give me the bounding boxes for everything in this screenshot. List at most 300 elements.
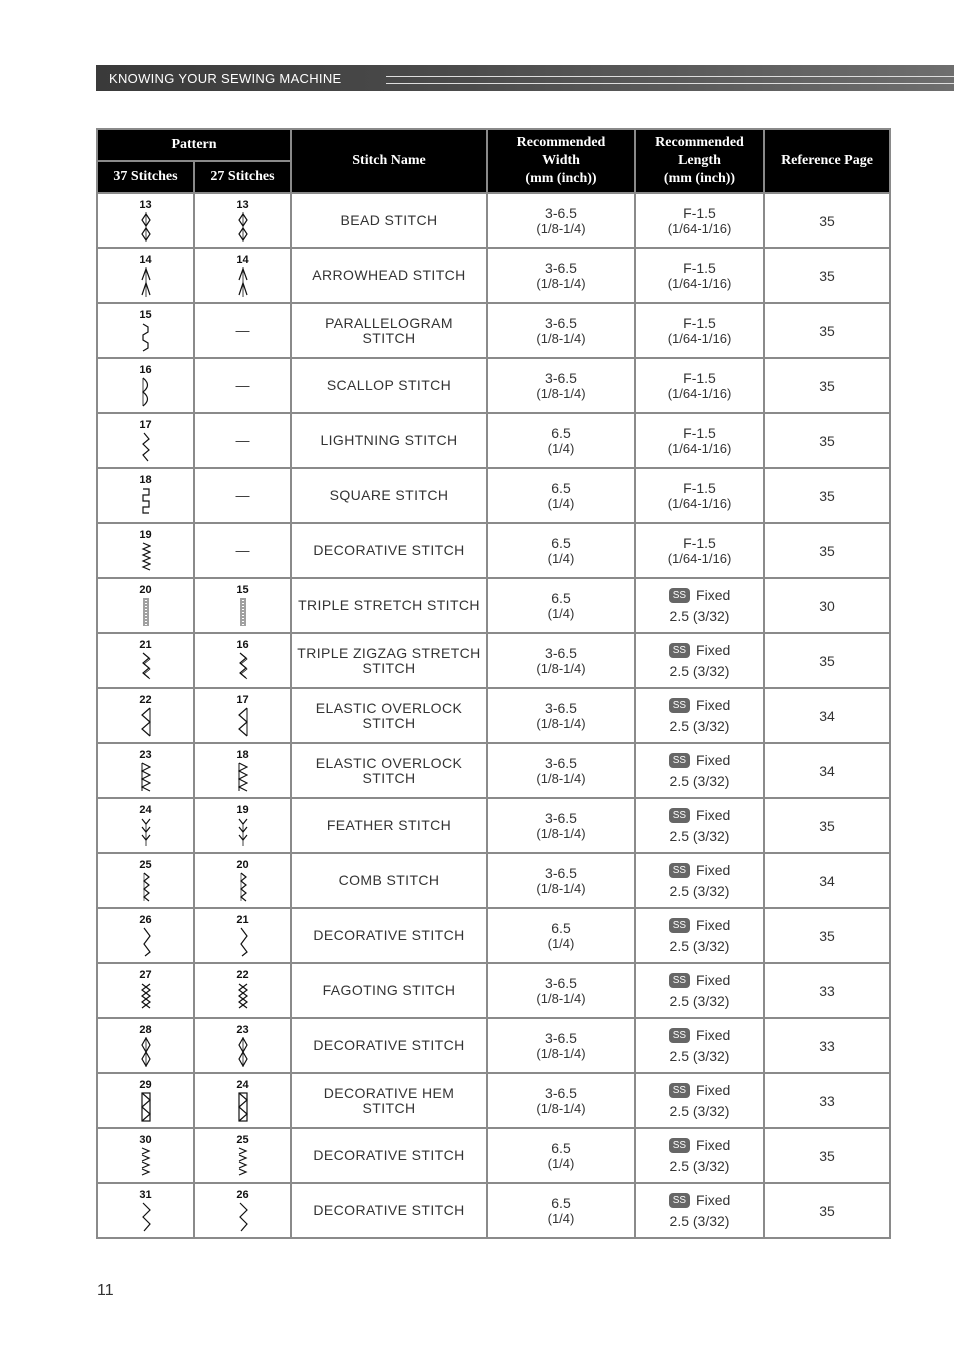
stitch-name-line1: BEAD STITCH [340, 212, 438, 228]
width-inch: (1/8-1/4) [536, 825, 586, 841]
bead-stitch-icon [98, 212, 193, 242]
arrowhead-stitch-icon [98, 267, 193, 297]
decorative-stitch-wave-icon [98, 1202, 193, 1232]
width-value: 3-6.5 [545, 204, 577, 221]
length-cell [635, 578, 764, 633]
pattern-27-cell [194, 523, 291, 578]
width-cell [487, 963, 635, 1018]
length-fixed-label: Fixed [696, 641, 731, 658]
reference-page-cell: 35 [764, 303, 890, 358]
length-inch: (1/64-1/16) [667, 440, 732, 456]
pattern-37-cell [97, 523, 194, 578]
length-fixed-label: Fixed [696, 1081, 731, 1098]
header-37-stitches: 37 Stitches [97, 161, 194, 193]
width-cell [487, 853, 635, 908]
not-available-dash: — [235, 321, 250, 338]
fagoting-stitch-icon [195, 982, 290, 1012]
table-row [97, 1073, 890, 1128]
table-row [97, 248, 890, 303]
ss-badge: SS [669, 808, 690, 823]
pattern-number-27: 21 [236, 914, 249, 926]
decorative-stitch-diamond-icon [98, 1037, 193, 1067]
width-cell [487, 248, 635, 303]
feather-stitch-icon [98, 817, 193, 847]
length-cell [635, 468, 764, 523]
header-27-stitches: 27 Stitches [194, 161, 291, 193]
pattern-number-37: 30 [139, 1134, 152, 1146]
pattern-37-cell [97, 413, 194, 468]
pattern-number-37: 27 [139, 969, 152, 981]
width-value: 6.5 [551, 919, 571, 936]
length-cell [635, 633, 764, 688]
page-number: 11 [97, 1282, 114, 1299]
pattern-37-cell [97, 688, 194, 743]
stitch-name-cell [291, 1073, 487, 1128]
stitch-name-line1: DECORATIVE STITCH [313, 1037, 465, 1053]
width-cell [487, 413, 635, 468]
reference-page-cell: 33 [764, 1018, 890, 1073]
pattern-number-27: 22 [236, 969, 249, 981]
width-value: 3-6.5 [545, 809, 577, 826]
width-value: 3-6.5 [545, 974, 577, 991]
pattern-number-37: 16 [139, 364, 152, 376]
pattern-27-cell [194, 633, 291, 688]
pattern-number-37: 18 [139, 474, 152, 486]
square-stitch-icon [98, 487, 193, 517]
length-fixed-label: Fixed [696, 586, 731, 603]
width-cell [487, 468, 635, 523]
length-value: F-1.5 [683, 314, 716, 331]
stitch-name-line1: PARALLELOGRAM [325, 314, 453, 331]
pattern-number-37: 21 [139, 639, 152, 651]
pattern-number-37: 14 [139, 254, 152, 266]
stitch-settings-table [96, 128, 891, 1239]
stitch-name-cell [291, 1018, 487, 1073]
reference-page-cell: 35 [764, 798, 890, 853]
decorative-stitch-icon [98, 542, 193, 572]
header-length-line2: Length [678, 153, 721, 168]
header-decorative-lines [386, 76, 954, 84]
pattern-27-cell [194, 1073, 291, 1128]
reference-page-cell: 34 [764, 743, 890, 798]
pattern-37-cell [97, 468, 194, 523]
table-row [97, 468, 890, 523]
stitch-name-line1: TRIPLE ZIGZAG STRETCH [297, 644, 481, 661]
stitch-name-line2: STITCH [362, 329, 416, 346]
length-fixed-label: Fixed [696, 806, 731, 823]
length-fixed-label: Fixed [696, 861, 731, 878]
width-cell [487, 798, 635, 853]
width-inch: (1/8-1/4) [536, 990, 586, 1006]
stitch-name-cell [291, 248, 487, 303]
width-value: 3-6.5 [545, 754, 577, 771]
width-value: 6.5 [551, 1194, 571, 1211]
pattern-37-cell [97, 1128, 194, 1183]
length-value: 2.5 (3/32) [669, 992, 730, 1009]
width-inch: (1/8-1/4) [536, 770, 586, 786]
length-fixed-label: Fixed [696, 1026, 731, 1043]
pattern-37-cell [97, 798, 194, 853]
stitch-name-cell [291, 578, 487, 633]
pattern-number-27: 14 [236, 254, 249, 266]
width-inch: (1/8-1/4) [536, 330, 586, 346]
ss-badge: SS [669, 1138, 690, 1153]
width-value: 6.5 [551, 589, 571, 606]
stitch-name-cell [291, 468, 487, 523]
pattern-number-27: 20 [236, 859, 249, 871]
stitch-name-line1: ELASTIC OVERLOCK [315, 754, 463, 771]
width-value: 3-6.5 [545, 259, 577, 276]
width-inch: (1/8-1/4) [536, 715, 586, 731]
width-cell [487, 743, 635, 798]
section-header-bar [96, 65, 954, 91]
stitch-name-cell [291, 743, 487, 798]
table-row [97, 1128, 890, 1183]
table-row [97, 1018, 890, 1073]
pattern-37-cell [97, 1183, 194, 1238]
pattern-27-cell [194, 1018, 291, 1073]
stitch-name-cell [291, 963, 487, 1018]
header-length-line3: (mm (inch)) [663, 171, 736, 186]
length-cell [635, 358, 764, 413]
stitch-name-line1: ARROWHEAD STITCH [312, 267, 466, 283]
length-inch: (1/64-1/16) [667, 275, 732, 291]
length-inch: (1/64-1/16) [667, 550, 732, 566]
width-inch: (1/8-1/4) [536, 220, 586, 236]
table-row [97, 688, 890, 743]
stitch-name-cell [291, 413, 487, 468]
length-cell [635, 1018, 764, 1073]
table-row [97, 963, 890, 1018]
length-cell [635, 193, 764, 248]
width-cell [487, 1183, 635, 1238]
width-inch: (1/4) [547, 440, 575, 456]
ss-badge: SS [669, 698, 690, 713]
pattern-37-cell [97, 303, 194, 358]
length-value: 2.5 (3/32) [669, 882, 730, 899]
pattern-number-27: 19 [236, 804, 249, 816]
stitch-name-cell [291, 303, 487, 358]
length-cell [635, 248, 764, 303]
width-cell [487, 578, 635, 633]
pattern-number-27: 17 [236, 694, 249, 706]
table-row [97, 633, 890, 688]
width-cell [487, 523, 635, 578]
pattern-number-37: 19 [139, 529, 152, 541]
stitch-name-line1: FAGOTING STITCH [322, 982, 456, 998]
width-inch: (1/4) [547, 1155, 575, 1171]
pattern-27-cell [194, 413, 291, 468]
ss-badge: SS [669, 863, 690, 878]
width-cell [487, 1128, 635, 1183]
length-cell [635, 1183, 764, 1238]
elastic-overlock-stitch-icon [98, 707, 193, 737]
decorative-stitch-zigzag-icon [98, 927, 193, 957]
width-value: 3-6.5 [545, 1029, 577, 1046]
width-inch: (1/4) [547, 495, 575, 511]
section-title: KNOWING YOUR SEWING MACHINE [109, 71, 342, 86]
not-available-dash: — [235, 486, 250, 503]
reference-page-cell: 35 [764, 1128, 890, 1183]
pattern-37-cell [97, 358, 194, 413]
length-fixed-label: Fixed [696, 971, 731, 988]
length-fixed-label: Fixed [696, 916, 731, 933]
stitch-name-cell [291, 358, 487, 413]
stitch-name-line1: TRIPLE STRETCH STITCH [298, 597, 480, 613]
pattern-number-37: 20 [139, 584, 152, 596]
length-value: F-1.5 [683, 369, 716, 386]
header-width-line2: Width [542, 153, 580, 168]
parallelogram-stitch-icon [98, 322, 193, 352]
ss-badge: SS [669, 973, 690, 988]
lightning-stitch-icon [98, 432, 193, 462]
comb-stitch-icon [195, 872, 290, 902]
pattern-number-37: 29 [139, 1079, 152, 1091]
width-value: 6.5 [551, 479, 571, 496]
width-cell [487, 1018, 635, 1073]
pattern-27-cell [194, 853, 291, 908]
header-pattern: Pattern [97, 129, 291, 161]
pattern-number-37: 28 [139, 1024, 152, 1036]
pattern-37-cell [97, 853, 194, 908]
length-value: 2.5 (3/32) [669, 717, 730, 734]
reference-page-cell: 35 [764, 468, 890, 523]
pattern-27-cell [194, 798, 291, 853]
length-value: F-1.5 [683, 424, 716, 441]
length-value: 2.5 (3/32) [669, 1102, 730, 1119]
triple-zigzag-stretch-stitch-icon [195, 652, 290, 682]
ss-badge: SS [669, 753, 690, 768]
width-cell [487, 358, 635, 413]
pattern-37-cell [97, 633, 194, 688]
not-available-dash: — [235, 376, 250, 393]
stitch-name-line1: ELASTIC OVERLOCK [315, 699, 463, 716]
length-cell [635, 743, 764, 798]
pattern-27-cell [194, 248, 291, 303]
stitch-name-line1: DECORATIVE STITCH [313, 1147, 465, 1163]
length-value: F-1.5 [683, 534, 716, 551]
width-cell [487, 303, 635, 358]
pattern-27-cell [194, 908, 291, 963]
length-cell [635, 798, 764, 853]
length-value: F-1.5 [683, 259, 716, 276]
decorative-stitch-chevron-icon [98, 1147, 193, 1177]
pattern-37-cell [97, 963, 194, 1018]
pattern-number-37: 13 [139, 199, 152, 211]
length-fixed-label: Fixed [696, 1136, 731, 1153]
reference-page-cell: 35 [764, 908, 890, 963]
ss-badge: SS [669, 1083, 690, 1098]
pattern-number-37: 26 [139, 914, 152, 926]
table-row [97, 853, 890, 908]
pattern-number-37: 15 [139, 309, 152, 321]
comb-stitch-icon [98, 872, 193, 902]
length-cell [635, 963, 764, 1018]
pattern-37-cell [97, 578, 194, 633]
width-inch: (1/8-1/4) [536, 385, 586, 401]
ss-badge: SS [669, 918, 690, 933]
table-row [97, 523, 890, 578]
table-row [97, 578, 890, 633]
stitch-name-cell [291, 633, 487, 688]
width-inch: (1/8-1/4) [536, 1045, 586, 1061]
pattern-27-cell [194, 358, 291, 413]
reference-page-cell: 30 [764, 578, 890, 633]
table-row [97, 743, 890, 798]
elastic-overlock-stitch-2-icon [195, 762, 290, 792]
length-value: F-1.5 [683, 204, 716, 221]
width-inch: (1/8-1/4) [536, 880, 586, 896]
stitch-name-line1: DECORATIVE STITCH [313, 927, 465, 943]
length-value: F-1.5 [683, 479, 716, 496]
ss-badge: SS [669, 643, 690, 658]
width-inch: (1/4) [547, 550, 575, 566]
width-inch: (1/4) [547, 1210, 575, 1226]
length-cell [635, 523, 764, 578]
reference-page-cell: 35 [764, 1183, 890, 1238]
stitch-name-line1: DECORATIVE HEM [323, 1084, 455, 1101]
table-row [97, 358, 890, 413]
reference-page-cell: 34 [764, 688, 890, 743]
pattern-37-cell [97, 1018, 194, 1073]
reference-page-cell: 35 [764, 358, 890, 413]
reference-page-cell: 35 [764, 523, 890, 578]
pattern-number-27: 24 [236, 1079, 249, 1091]
pattern-number-27: 13 [236, 199, 249, 211]
stitch-name-cell [291, 853, 487, 908]
pattern-number-27: 18 [236, 749, 249, 761]
triple-stretch-stitch-icon [195, 597, 290, 627]
decorative-stitch-diamond-icon [195, 1037, 290, 1067]
pattern-number-37: 17 [139, 419, 152, 431]
not-available-dash: — [235, 431, 250, 448]
length-value: 2.5 (3/32) [669, 937, 730, 954]
stitch-name-cell [291, 908, 487, 963]
header-width [487, 129, 635, 193]
width-value: 3-6.5 [545, 1084, 577, 1101]
length-value: 2.5 (3/32) [669, 1212, 730, 1229]
pattern-27-cell [194, 303, 291, 358]
reference-page-cell: 34 [764, 853, 890, 908]
stitch-name-cell [291, 523, 487, 578]
header-stitch-name: Stitch Name [291, 129, 487, 193]
width-cell [487, 633, 635, 688]
table-row [97, 908, 890, 963]
triple-stretch-stitch-icon [98, 597, 193, 627]
stitch-name-line1: DECORATIVE STITCH [313, 542, 465, 558]
stitch-name-line1: DECORATIVE STITCH [313, 1202, 465, 1218]
pattern-27-cell [194, 963, 291, 1018]
length-cell [635, 908, 764, 963]
reference-page-cell: 35 [764, 413, 890, 468]
header-reference-page: Reference Page [764, 129, 890, 193]
table-row [97, 413, 890, 468]
length-cell [635, 1128, 764, 1183]
pattern-number-27: 25 [236, 1134, 249, 1146]
pattern-number-37: 24 [139, 804, 152, 816]
length-cell [635, 303, 764, 358]
length-inch: (1/64-1/16) [667, 385, 732, 401]
length-inch: (1/64-1/16) [667, 330, 732, 346]
width-cell [487, 193, 635, 248]
pattern-number-27: 15 [236, 584, 249, 596]
elastic-overlock-stitch-2-icon [98, 762, 193, 792]
reference-page-cell: 35 [764, 193, 890, 248]
decorative-stitch-chevron-icon [195, 1147, 290, 1177]
bead-stitch-icon [195, 212, 290, 242]
width-value: 3-6.5 [545, 314, 577, 331]
reference-page-cell: 33 [764, 1073, 890, 1128]
width-inch: (1/8-1/4) [536, 275, 586, 291]
triple-zigzag-stretch-stitch-icon [98, 652, 193, 682]
length-value: 2.5 (3/32) [669, 1047, 730, 1064]
feather-stitch-icon [195, 817, 290, 847]
stitch-name-cell [291, 1183, 487, 1238]
table-row [97, 193, 890, 248]
pattern-27-cell [194, 743, 291, 798]
width-value: 6.5 [551, 424, 571, 441]
table-row [97, 798, 890, 853]
stitch-name-line2: STITCH [362, 714, 416, 731]
pattern-number-37: 22 [139, 694, 152, 706]
length-value: 2.5 (3/32) [669, 662, 730, 679]
stitch-name-line1: COMB STITCH [338, 872, 440, 888]
length-cell [635, 688, 764, 743]
stitch-name-line2: STITCH [362, 769, 416, 786]
pattern-number-37: 31 [139, 1189, 152, 1201]
pattern-number-27: 23 [236, 1024, 249, 1036]
pattern-number-27: 26 [236, 1189, 249, 1201]
header-length-line1: Recommended [655, 135, 744, 150]
width-value: 6.5 [551, 534, 571, 551]
pattern-27-cell [194, 193, 291, 248]
width-inch: (1/8-1/4) [536, 660, 586, 676]
stitch-name-cell [291, 688, 487, 743]
length-inch: (1/64-1/16) [667, 220, 732, 236]
pattern-37-cell [97, 248, 194, 303]
width-cell [487, 908, 635, 963]
pattern-27-cell [194, 468, 291, 523]
stitch-name-line1: SQUARE STITCH [329, 487, 449, 503]
header-width-line3: (mm (inch)) [525, 171, 597, 186]
pattern-37-cell [97, 908, 194, 963]
header-length [635, 129, 764, 193]
stitch-name-line2: STITCH [362, 659, 416, 676]
pattern-37-cell [97, 1073, 194, 1128]
decorative-stitch-zigzag-icon [195, 927, 290, 957]
pattern-number-37: 25 [139, 859, 152, 871]
width-value: 6.5 [551, 1139, 571, 1156]
table-row [97, 1183, 890, 1238]
width-value: 3-6.5 [545, 699, 577, 716]
pattern-number-37: 23 [139, 749, 152, 761]
length-cell [635, 1073, 764, 1128]
length-value: 2.5 (3/32) [669, 1157, 730, 1174]
length-value: 2.5 (3/32) [669, 607, 730, 624]
width-inch: (1/4) [547, 605, 575, 621]
length-fixed-label: Fixed [696, 696, 731, 713]
length-fixed-label: Fixed [696, 1191, 731, 1208]
pattern-37-cell [97, 193, 194, 248]
elastic-overlock-stitch-icon [195, 707, 290, 737]
ss-badge: SS [669, 1193, 690, 1208]
fagoting-stitch-icon [98, 982, 193, 1012]
arrowhead-stitch-icon [195, 267, 290, 297]
length-cell [635, 413, 764, 468]
width-cell [487, 1073, 635, 1128]
stitch-name-cell [291, 193, 487, 248]
stitch-name-cell [291, 1128, 487, 1183]
